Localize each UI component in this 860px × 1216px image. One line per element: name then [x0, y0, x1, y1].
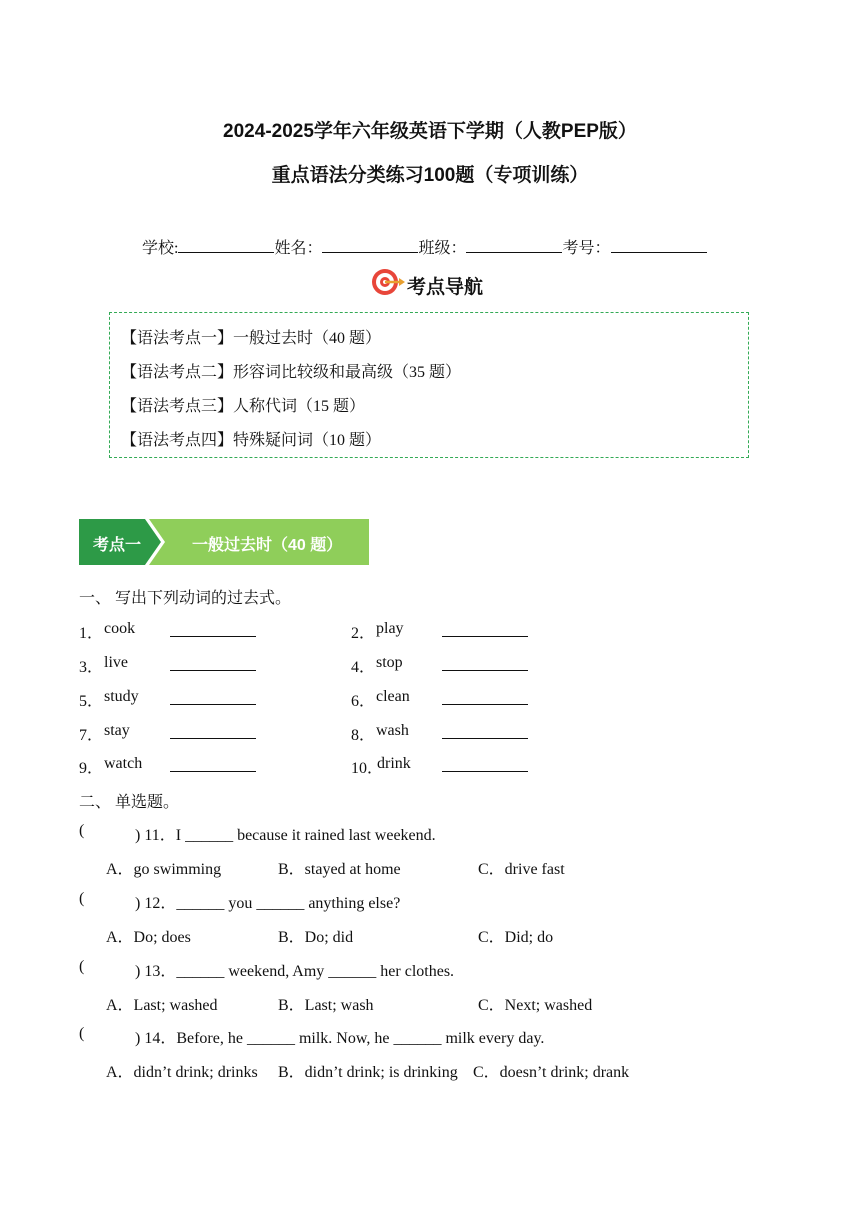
section-banner [79, 519, 369, 565]
word-number: 6． [351, 693, 376, 710]
option-b[interactable]: B．Do; did [278, 929, 354, 946]
question-stem: ) 12．______ you ______ anything else? [135, 895, 401, 912]
nav-item: 【语法考点四】特殊疑问词（10 题） [121, 432, 382, 449]
exam-no-label: 考号： [562, 240, 611, 257]
nav-title: 考点导航 [407, 277, 484, 298]
question-paren[interactable]: ( [79, 958, 85, 975]
option-a[interactable]: A．go swimming [106, 861, 222, 878]
class-label: 班级： [418, 240, 467, 257]
answer-blank[interactable] [170, 757, 256, 772]
answer-blank[interactable] [170, 622, 256, 637]
nav-item: 【语法考点二】形容词比较级和最高级（35 题） [121, 364, 462, 381]
word-number: 8． [351, 727, 376, 744]
word-number: 10． [351, 760, 384, 777]
option-a[interactable]: A．Do; does [106, 929, 191, 946]
question-stem: ) 11．I ______ because it rained last weekend. [135, 827, 436, 844]
word-number: 1． [79, 625, 104, 642]
word-number: 4． [351, 659, 376, 676]
word-number: 9． [79, 760, 104, 777]
answer-blank[interactable] [442, 690, 528, 705]
section2-heading: 二、 单选题。 [79, 794, 180, 811]
document-title-line1: 2024-2025学年六年级英语下学期（人教PEP版） [223, 121, 637, 142]
info-line [142, 235, 707, 258]
option-c[interactable]: C．drive fast [478, 861, 565, 878]
word-number: 7． [79, 727, 104, 744]
word-item: stay [104, 722, 130, 739]
section1-heading: 一、 写出下列动词的过去式。 [79, 590, 292, 607]
option-b[interactable]: B．stayed at home [278, 861, 401, 878]
option-a[interactable]: A．didn’t drink; drinks [106, 1064, 258, 1081]
option-c[interactable]: C．Next; washed [478, 997, 593, 1014]
word-number: 3． [79, 659, 104, 676]
word-item: stop [376, 654, 403, 671]
word-item: wash [376, 722, 409, 739]
word-item: study [104, 688, 139, 705]
question-paren[interactable]: ( [79, 890, 85, 907]
answer-blank[interactable] [442, 622, 528, 637]
question-paren[interactable]: ( [79, 822, 85, 839]
document-title-line2: 重点语法分类练习100题（专项训练） [271, 165, 589, 186]
word-number: 2． [351, 625, 376, 642]
question-stem: ) 14．Before, he ______ milk. Now, he ______ milk every day. [135, 1030, 545, 1047]
word-number: 5． [79, 693, 104, 710]
option-c[interactable]: C．Did; do [478, 929, 554, 946]
school-blank[interactable] [178, 238, 274, 253]
word-item: watch [104, 755, 143, 772]
option-c[interactable]: C．doesn’t drink; drank [473, 1064, 630, 1081]
answer-blank[interactable] [170, 690, 256, 705]
nav-item: 【语法考点一】一般过去时（40 题） [121, 330, 382, 347]
nav-item: 【语法考点三】人称代词（15 题） [121, 398, 366, 415]
school-label: 学校: [142, 240, 179, 257]
target-icon [371, 266, 401, 298]
name-label: 姓名： [274, 240, 323, 257]
word-item: live [104, 654, 128, 671]
word-item: drink [377, 755, 411, 772]
word-item: cook [104, 620, 136, 637]
answer-blank[interactable] [170, 656, 256, 671]
name-blank[interactable] [322, 238, 418, 253]
answer-blank[interactable] [442, 656, 528, 671]
answer-blank[interactable] [442, 757, 528, 772]
banner-label-right: 一般过去时（40 题） [192, 537, 343, 554]
question-paren[interactable]: ( [79, 1025, 85, 1042]
option-b[interactable]: B．Last; wash [278, 997, 374, 1014]
banner-label-left: 考点一 [93, 537, 142, 554]
option-a[interactable]: A．Last; washed [106, 997, 218, 1014]
answer-blank[interactable] [170, 724, 256, 739]
class-blank[interactable] [466, 238, 562, 253]
exam-no-blank[interactable] [611, 238, 707, 253]
question-stem: ) 13．______ weekend, Amy ______ her clothes. [135, 963, 455, 980]
word-item: clean [376, 688, 410, 705]
option-b[interactable]: B．didn’t drink; is drinking [278, 1064, 458, 1081]
word-item: play [376, 620, 404, 637]
answer-blank[interactable] [442, 724, 528, 739]
